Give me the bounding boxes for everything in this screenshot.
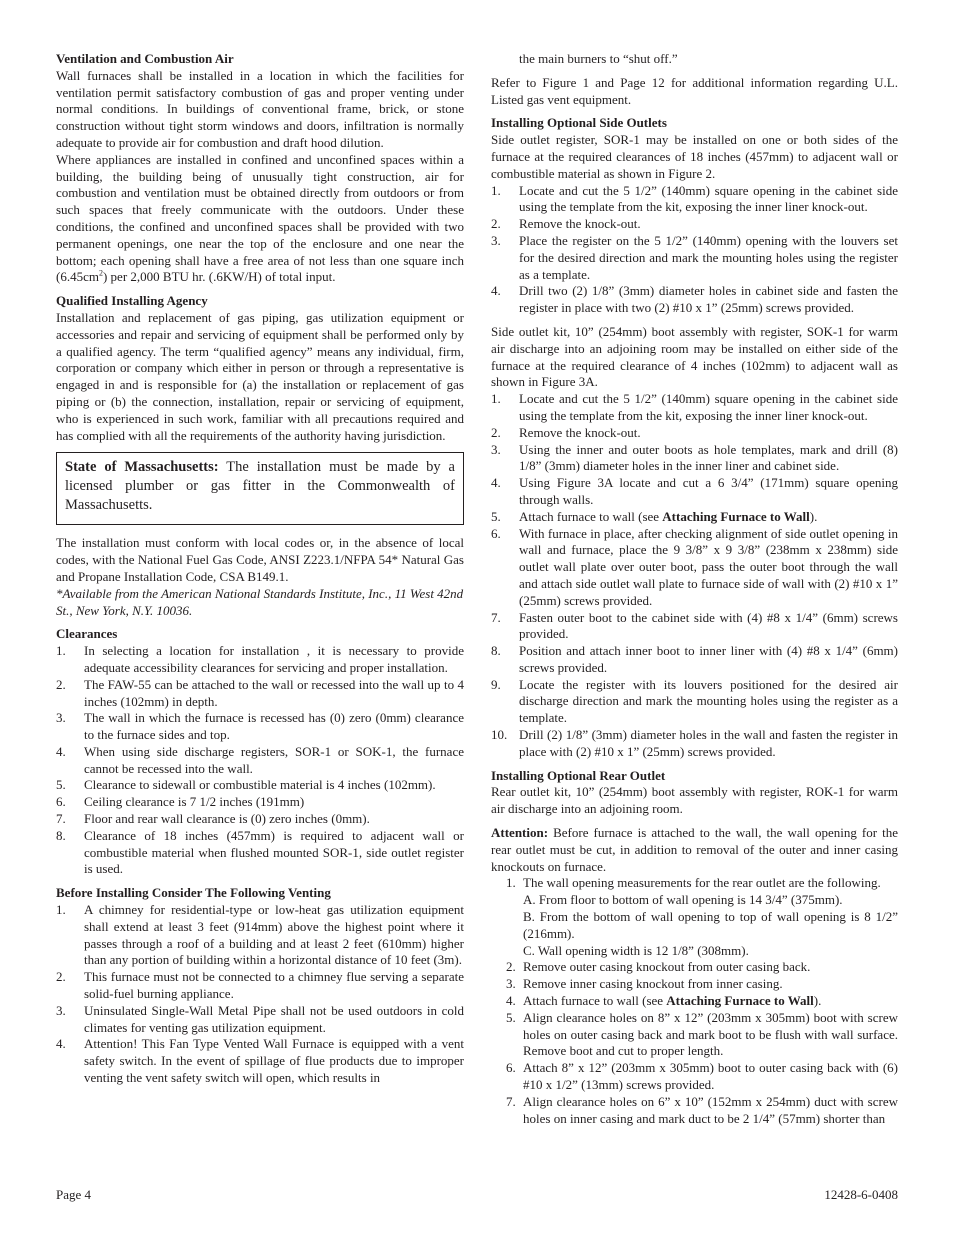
side-kit-step: 1. Locate and cut the 5 1/2” (140mm) square opening in the cabinet side using the template from the kit, exposing the inner liner knock-out. — [491, 391, 898, 423]
rear-step: 2. Remove outer casing knockout from outer casing back. — [506, 959, 811, 975]
rear-step: 1. The wall opening measurements for the rear outlet are the following. A. From floor to bottom of wall opening is 14 3/4” (375mm). B. From the bottom of wall opening to top of wall opening is 8 1/2” (216mm). C. Wall opening width is 12 1/8” (308mm). — [506, 875, 898, 958]
massachusetts-text: The installation must be made by a licensed plumber or gas fitter in the Commonwealth of Massachusetts. — [65, 459, 455, 514]
clearance-item: 7. Floor and rear wall clearance is (0) zero inches (0mm). — [56, 811, 370, 827]
side-outlet-step: 3. Place the register on the 5 1/2” (140mm) opening with the louvers set for the desired direction and mark the mounting holes using the register as a template. — [491, 232, 898, 282]
rear-step: 7. Align clearance holes on 6” x 10” (152mm x 254mm) duct with screw holes on inner casing and mark duct to be 2 1/4” (57mm) shorter than — [506, 1093, 898, 1126]
agency-heading: Qualified Installing Agency — [56, 293, 208, 309]
side-outlet-step: 2. Remove the knock-out. — [491, 216, 641, 232]
agency-paragraph: Installation and replacement of gas piping, gas utilization equipment or accessories and repair and servicing of equipment shall be performed only by a qualified agency. The term “qualified agency” means any individual, firm, corporation or company which either in person or through a representative is engaged in and is responsible for (a) the installation or replacement of gas piping or (b) the connection, installation, repair or servicing of equipment, who is experienced in such work, familiar with all precautions required and has complied with all the requirements of the authority having jurisdiction. — [56, 309, 464, 443]
rear-outlet-steps — [491, 875, 898, 1127]
side-outlets-intro: Side outlet register, SOR-1 may be installed on one or both sides of the furnace at the required clearances of 18 inches (457mm) to adjacent wall or combustible material as shown in Figure 2. — [491, 132, 898, 181]
ansi-footnote: *Available from the American National Standards Institute, Inc., 11 West 42nd St., New York, N.Y. 10036. — [56, 585, 464, 618]
rear-sub-b: B. From the bottom of wall opening to top of wall opening is 8 1/2” (216mm). — [523, 909, 898, 941]
rear-step: 6. Attach 8” x 12” (203mm x 305mm) boot to outer casing back with (6) #10 x 1/2” (13mm) screws provided. — [506, 1060, 898, 1093]
rear-step: 3. Remove inner casing knockout from inner casing. — [506, 976, 783, 992]
ventilation-paragraph-2: Where appliances are installed in confined and unconfined spaces within a building, the building being of unusually tight construction, air for combustion and ventilation must be obtained directly from outdoors or from such spaces that freely communicate with the outdoors. Under these conditions, the confined and unconfined spaces shall be provided with two permanent openings, one near the top of the enclosure and one near the bottom; each opening shall have a free area of not less than one square inch $(6.45cm^2)$ per 2,000 BTU hr. (.6KW/H) of total input. — [56, 151, 464, 285]
venting-item: 3. Uninsulated Single-Wall Metal Pipe shall not be used outdoors in cold climates for venting gas utilization equipment. — [56, 1002, 464, 1035]
side-outlets-heading: Installing Optional Side Outlets — [491, 115, 667, 131]
side-kit-step: 3. Using the inner and outer boots as hole templates, mark and drill (8) 1/8” (3mm) diameter holes in the inner liner and cabinet side. — [491, 441, 898, 474]
clearance-item: 2. The FAW-55 can be attached to the wall or recessed into the wall up to 4 inches (102mm) in depth. — [56, 676, 464, 709]
massachusetts-notice-box — [56, 452, 464, 525]
rear-sub-c: C. Wall opening width is 12 1/8” (308mm). — [523, 942, 749, 958]
left-column — [56, 51, 464, 1087]
rear-sub-a: A. From floor to bottom of wall opening is 14 3/4” (375mm). — [523, 892, 843, 908]
side-outlet-steps — [491, 183, 898, 317]
right-column — [491, 51, 898, 1127]
rear-step: 4. Attach furnace to wall (see Attaching Furnace to Wall). — [506, 993, 822, 1009]
codes-paragraph: The installation must conform with local codes or, in the absence of local codes, with the National Fuel Gas Code, ANSI Z223.1/NFPA 54* Natural Gas and Propane Installation Code, CSA B149.1. — [56, 535, 464, 584]
page-number: Page 4 — [56, 1187, 92, 1202]
document-number: 12428-6-0408 — [824, 1187, 898, 1202]
side-kit-step: 7. Fasten outer boot to the cabinet side with (4) #8 x 1/4” (6mm) screws provided. — [491, 609, 898, 642]
side-kit-step: 4. Using Figure 3A locate and cut a 6 3/4” (171mm) square opening through walls. — [491, 475, 898, 507]
side-kit-step: 6. With furnace in place, after checking alignment of side outlet opening in wall and furnace, place the 9 3/8” x 9 3/8” (238mm x 238mm) side outlet wall plate over outer boot, pass the outer boot through the wall and attach side outlet wall plate to furnace side of wall with (2) #10 x 1” (25mm) screws provided. — [491, 525, 898, 608]
clearance-item: 5. Clearance to sidewall or combustible material is 4 inches (102mm). — [56, 777, 436, 793]
side-kit-step: 9. Locate the register with its louvers positioned for the desired air discharge direction and mark the mounting holes using the register as a template. — [491, 676, 898, 726]
side-kit-step: 8. Position and attach inner boot to inner liner with (4) #8 x 1/4” (6mm) screws provided. — [491, 643, 898, 675]
side-outlet-step: 4. Drill two (2) 1/8” (3mm) diameter holes in cabinet side and fasten the register in place with two (2) #10 x 1” (25mm) screws provided. — [491, 283, 898, 316]
side-kit-step: 5. Attach furnace to wall (see Attaching Furnace to Wall). — [491, 508, 818, 524]
continuation-text: the main burners to “shut off.” — [519, 51, 678, 66]
side-outlet-step: 1. Locate and cut the 5 1/2” (140mm) square opening in the cabinet side using the template from the kit, exposing the inner liner knock-out. — [491, 182, 898, 215]
venting-item: 2. This furnace must not be connected to a chimney flue serving a separate solid-fuel burning appliance. — [56, 969, 464, 1002]
clearance-item: 8. Clearance of 18 inches (457mm) is required to adjacent wall or combustible material when flushed mounted SOR-1, side outlet register is used. — [56, 827, 464, 877]
clearance-item: 3. The wall in which the furnace is recessed has (0) zero (0mm) clearance to the furnace sides and top. — [56, 710, 464, 743]
clearance-item: 4. When using side discharge registers, SOR-1 or SOK-1, the furnace cannot be recessed into the wall. — [56, 743, 464, 776]
rear-outlet-heading: Installing Optional Rear Outlet — [491, 767, 666, 783]
side-kit-step: 10. Drill (2) 1/8” (3mm) diameter holes in the wall and fasten the register in place with (2) #10 x 1” (25mm) screws provided. — [491, 727, 898, 759]
venting-item: 4. Attention! This Fan Type Vented Wall Furnace is equipped with a vent safety switch. In the event of spillage of flue products due to improper venting the vent safety switch will open, which results in — [56, 1036, 464, 1086]
venting-heading: Before Installing Consider The Following Venting — [56, 885, 331, 901]
rear-step: 5. Align clearance holes on 8” x 12” (203mm x 305mm) boot with screw holes on outer casing back and mark boot to be flush with wall surface. Remove boot and cut to proper length. — [506, 1009, 898, 1059]
ventilation-paragraph-1: Wall furnaces shall be installed in a location in which the facilities for ventilation permit satisfactory combustion of gas and proper venting under normal conditions. In buildings of conventional frame, brick, or stone construction without tight storm windows and doors, infiltration is normally adequate to provide air for combustion and draft hood dilution. — [56, 67, 464, 150]
rear-outlet-intro: Rear outlet kit, 10” (254mm) boot assembly with register, ROK-1 for warm air discharge into an adjoining room. — [491, 784, 898, 817]
side-kit-step: 2. Remove the knock-out. — [491, 424, 641, 440]
venting-item: 1. A chimney for residential-type or low-heat gas utilization equipment shall extend at least 3 feet (914mm) above the highest point where it passes through a roof of a building and at least 2 feet (610mm) higher than any portion of building within a horizontal distance of 10 feet (3m). — [56, 902, 464, 968]
massachusetts-label: State of Massachusetts: — [65, 459, 219, 476]
clearance-item: 1. In selecting a location for installation , it is necessary to provide adequate accessibility clearances for servicing and proper installation. — [56, 643, 464, 675]
clearances-list — [56, 643, 464, 878]
rear-attention-paragraph: Attention: Before furnace is attached to the wall, the wall opening for the rear outlet must be cut, in addition to removal of the outer and inner casing knockouts on furnace. — [491, 825, 898, 874]
side-kit-intro: Side outlet kit, 10” (254mm) boot assembly with register, SOK-1 for warm air discharge into an adjoining room may be installed on either side of the furnace at the required clearance of 4 inches (102mm) to adjacent wall as shown in Figure 3A. — [491, 323, 898, 390]
clearances-heading: Clearances — [56, 626, 118, 642]
clearance-item: 6. Ceiling clearance is 7 1/2 inches (191mm) — [56, 794, 305, 810]
venting-list — [56, 902, 464, 1087]
side-kit-steps — [491, 391, 898, 761]
ventilation-heading: Ventilation and Combustion Air — [56, 51, 234, 66]
refer-paragraph: Refer to Figure 1 and Page 12 for additional information regarding U.L. Listed gas vent equipment. — [491, 74, 898, 107]
